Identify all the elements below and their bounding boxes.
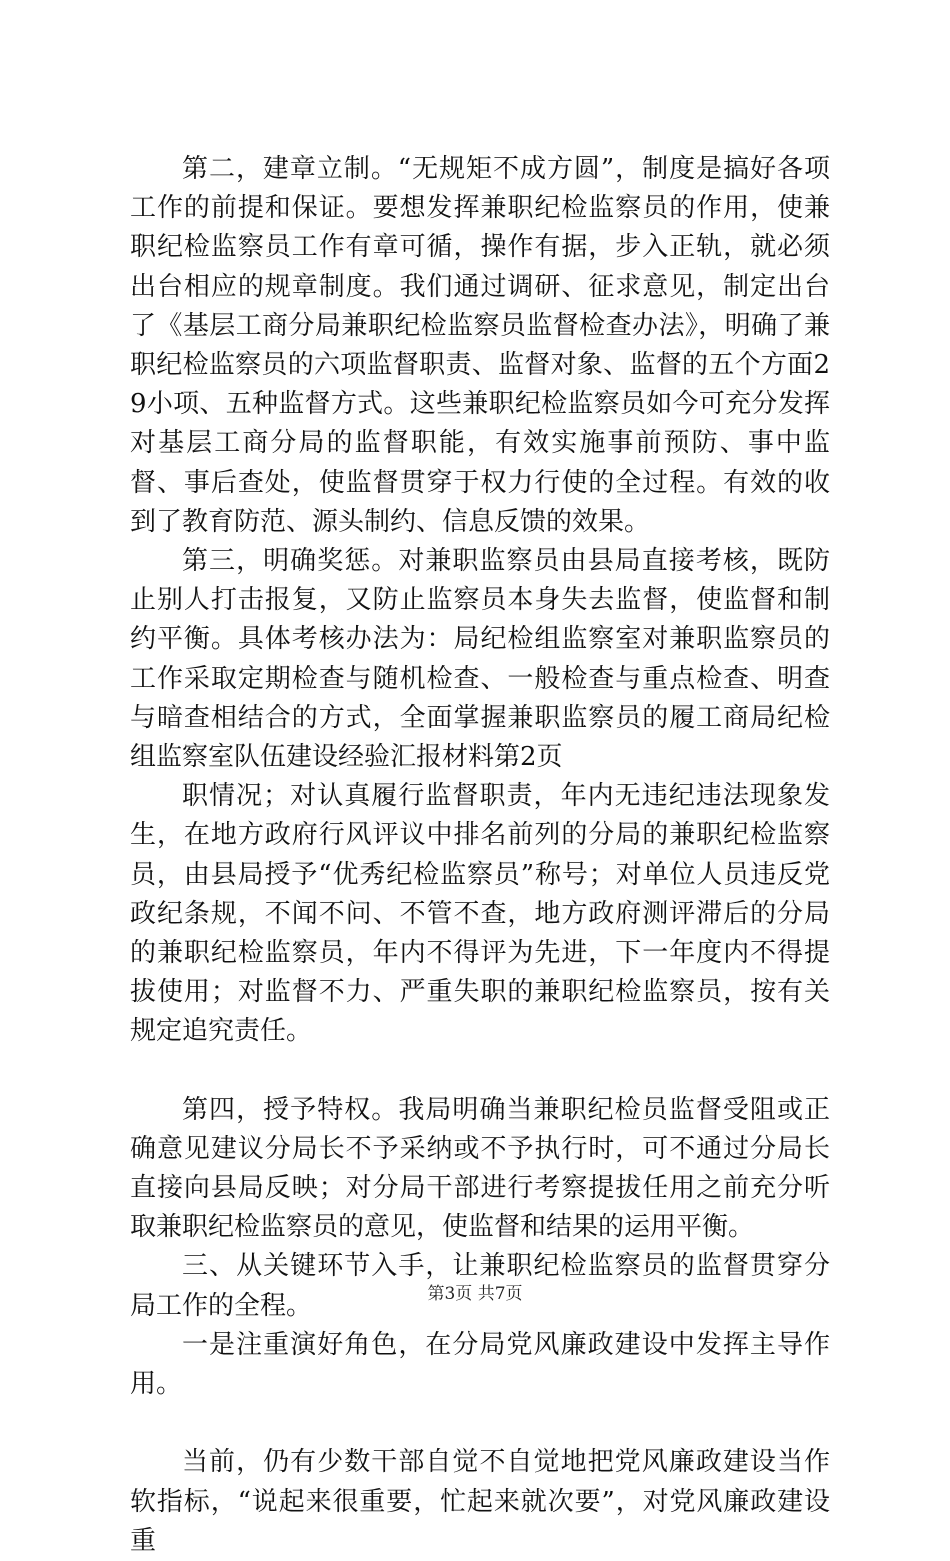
paragraph-regulations: 第二，建章立制。“无规矩不成方圆”，制度是搞好各项工作的前提和保证。要想发挥兼职纪检监察员的作用，使兼职纪检监察员工作有章可循，操作有据，步入正轨，就必须出台相应的规章制度。我们通过调研、征求意见，制定出台了《基层工商分局兼职纪检监察员监督检查办法》，明确了兼职纪检监察员的六项监督职责、监督对象、监督的五个方面29小项、五种监督方式。这些兼职纪检监察员如今可充分发挥对基层工商分局的监督职能，有效实施事前预防、事中监督、事后查处，使监督贯穿于权力行使的全过程。有效的收到了教育防范、源头制约、信息反馈的效果。 xyxy=(130,154,830,537)
paragraph-duty-evaluation: 职情况；对认真履行监督职责，年内无违纪违法现象发生，在地方政府行风评议中排名前列的分局的兼职纪检监察员，由县局授予“优秀纪检监察员”称号；对单位人员违反党政纪条规，不闻不问、不管不查，地方政府测评滞后的分局的兼职纪检监察员，年内不得评为先进，下一年度内不得提拔使用；对监督不力、严重失职的兼职纪检监察员，按有关规定追究责任。 xyxy=(130,781,830,1047)
paragraph-special-powers: 第四，授予特权。我局明确当兼职纪检员监督受阻或正确意见建议分局长不予采纳或不予执行时，可不通过分局长直接向县局反映；对分局干部进行考察提拔任用之前充分听取兼职纪检监察员的意见，使监督和结果的运用平衡。 xyxy=(130,1094,830,1243)
page-footer xyxy=(0,1283,950,1305)
paragraph-role-point: 一是注重演好角色，在分局党风廉政建设中发挥主导作用。 xyxy=(130,1329,830,1400)
paragraph-rewards-penalties: 第三，明确奖惩。对兼职监察员由县局直接考核，既防止别人打击报复，又防止监察员本身失去监督，使监督和制约平衡。具体考核办法为：局纪检组监察室对兼职监察员的工作采取定期检查与随机检查、一般检查与重点检查、明查与暗查相结合的方式，全面掌握兼职监察员的履工商局纪检组监察室队伍建设经验汇报材料第2页 xyxy=(130,546,830,773)
paragraph-section-three-heading: 三、从关键环节入手，让兼职纪检监察员的监督贯穿分局工作的全程。 xyxy=(130,1251,830,1321)
document-body xyxy=(130,150,830,1561)
page-number: 第3页 共7页 xyxy=(427,1284,523,1304)
paragraph-current-situation: 当前，仍有少数干部自觉不自觉地把党风廉政建设当作软指标，“说起来很重要，忙起来就次要”，对党风廉政建设重 xyxy=(130,1447,830,1556)
